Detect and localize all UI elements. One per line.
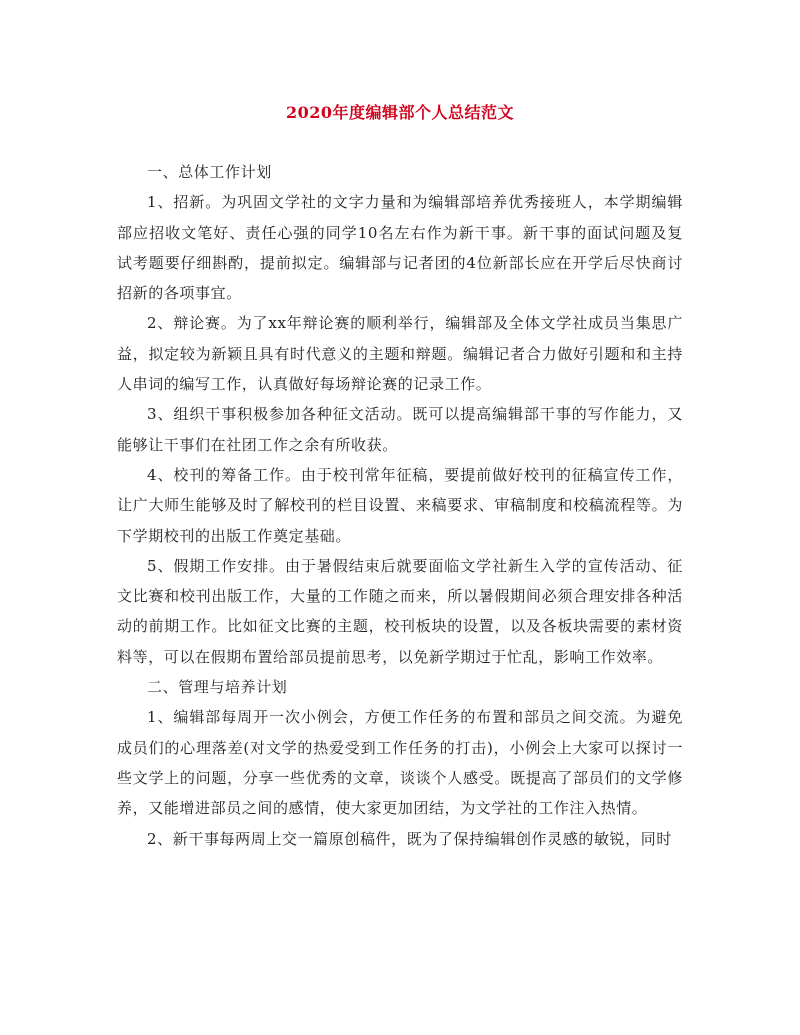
paragraph-weekly-meeting: 1、编辑部每周开一次小例会，方便工作任务的布置和部员之间交流。为避免成员们的心理落差(对文学的热爱受到工作任务的打击)，小例会上大家可以探讨一些文学上的问题，分享一些优秀的文章，谈谈个人感受。既提高了部员们的文学修养，又能增进部员之间的感情，使大家更加团结，为文学社的工作注入热情。: [117, 708, 683, 818]
document-title: 2020年度编辑部个人总结范文: [285, 103, 515, 122]
section-heading-overall-plan: 一、总体工作计划: [147, 163, 272, 181]
paragraph-recruitment: 1、招新。为巩固文学社的文字力量和为编辑部培养优秀接班人，本学期编辑部应招收文笔好、责任心强的同学10名左右作为新干事。新干事的面试问题及复试考题要仔细斟酌，提前拟定。编辑部与记者团的4位新部长应在开学后尽快商讨招新的各项事宜。: [117, 193, 683, 303]
paragraph-biweekly-manuscript: 2、新干事每两周上交一篇原创稿件，既为了保持编辑创作灵感的敏锐，同时: [147, 829, 672, 848]
document-page: [117, 100, 683, 854]
paragraph-school-journal: 4、校刊的筹备工作。由于校刊常年征稿，要提前做好校刊的征稿宣传工作，让广大师生能够及时了解校刊的栏目设置、来稿要求、审稿制度和校稿流程等。为下学期校刊的出版工作奠定基础。: [117, 465, 683, 545]
paragraph-essay-contests: 3、组织干事积极参加各种征文活动。既可以提高编辑部干事的写作能力，又能够让干事们在社团工作之余有所收获。: [117, 405, 683, 454]
paragraph-vacation-plan: 5、假期工作安排。由于暑假结束后就要面临文学社新生入学的宣传活动、征文比赛和校刊出版工作，大量的工作随之而来，所以暑假期间必须合理安排各种活动的前期工作。比如征文比赛的主题，校刊板块的设置，以及各板块需要的素材资料等，可以在假期布置给部员提前思考，以免新学期过于忙乱，影响工作效率。: [117, 556, 683, 666]
section-heading-management-plan: 二、管理与培养计划: [147, 678, 288, 697]
paragraph-debate: 2、辩论赛。为了xx年辩论赛的顺利举行，编辑部及全体文学社成员当集思广益，拟定较为新颖且具有时代意义的主题和辩题。编辑记者合力做好引题和和主持人串词的编写工作，认真做好每场辩论赛的记录工作。: [117, 314, 683, 394]
